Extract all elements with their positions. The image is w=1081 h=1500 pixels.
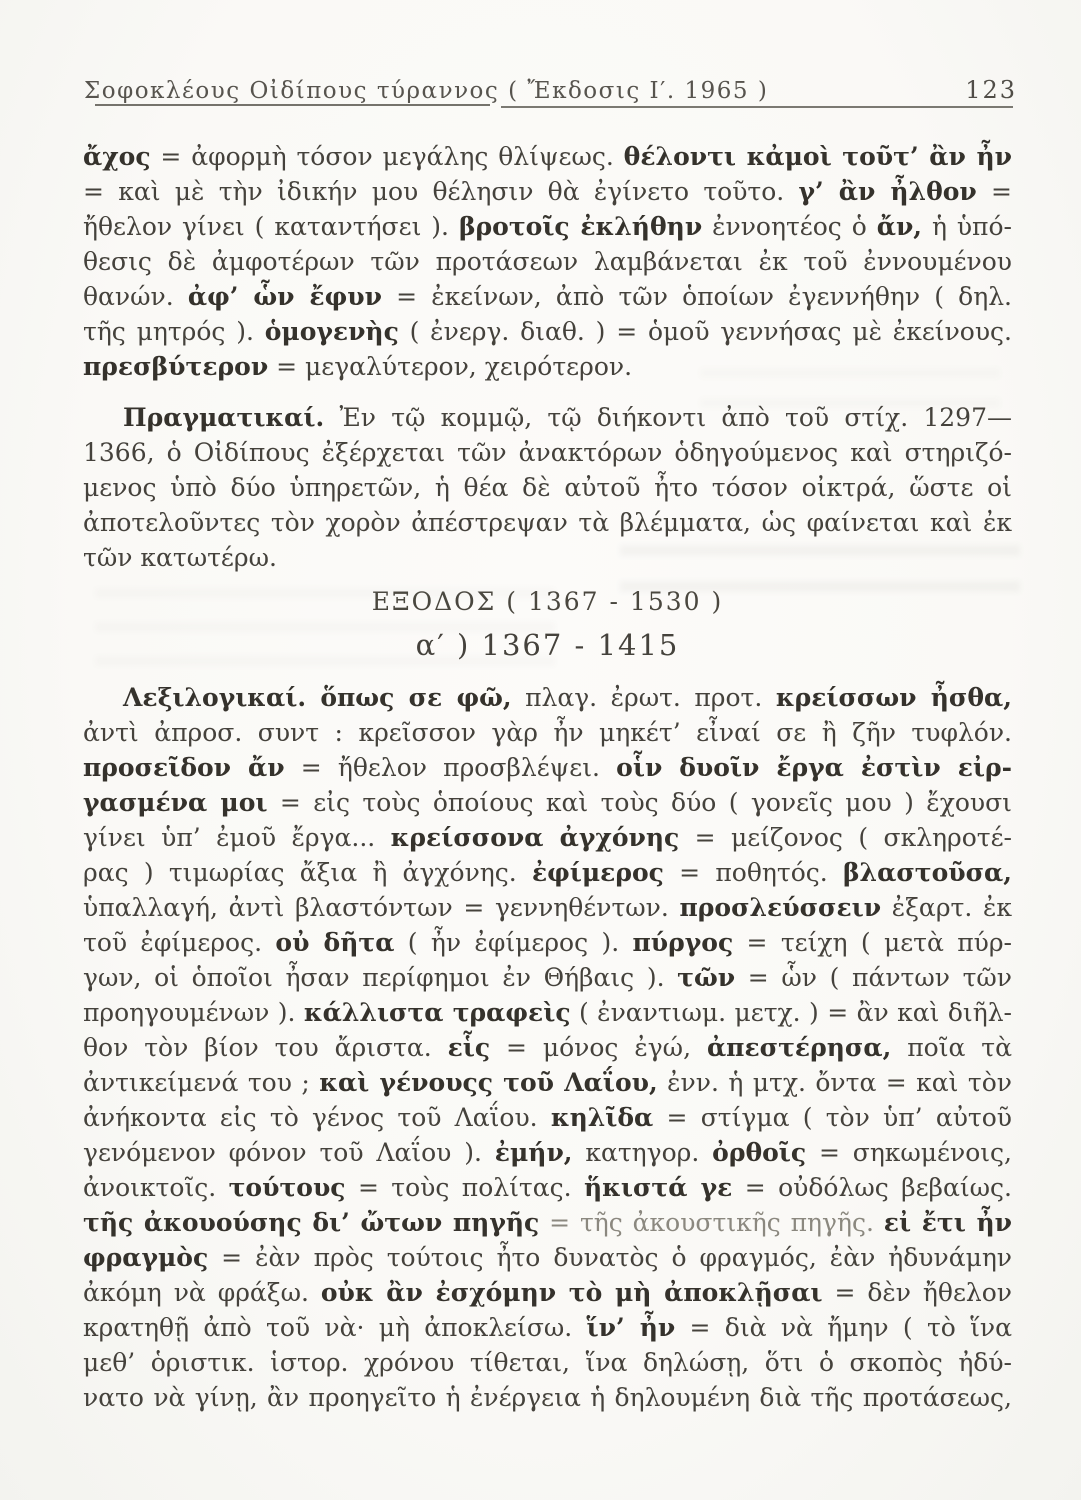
text-line xyxy=(83,1030,1012,1065)
gloss-text: = μόνος ἐγώ, xyxy=(490,1033,707,1062)
text-line xyxy=(83,435,1012,470)
gloss-text: = μείζονος ( σκληροτέ- xyxy=(679,823,1012,852)
lemma-bold-text: Πραγματικαί. xyxy=(123,403,325,432)
text-line xyxy=(83,1310,1012,1345)
gloss-text: = xyxy=(976,177,1012,206)
running-title: Σοφοκλέους Οἰδίπους τύραννος ( Ἔκδοσις Ι′. 1965 ) xyxy=(84,78,769,104)
page-number: 123 xyxy=(965,76,1017,104)
gloss-text: = στίγμα ( τὸν ὑπ’ αὐτοῦ xyxy=(653,1103,1012,1132)
lemma-bold-text: ἵν’ ἦν xyxy=(586,1313,676,1342)
gloss-text: ἐξαρτ. ἐκ xyxy=(881,893,1012,922)
gloss-text: ἡ ὑπό- xyxy=(922,212,1012,241)
gloss-text: μενος ὑπὸ δύο ὑπηρετῶν, ἡ θέα δὲ αὐτοῦ ἦτο τόσον οἰκτρά, ὥστε οἱ xyxy=(83,473,1012,502)
gloss-text: ἐνν. ἡ μτχ. ὄντα = καὶ τὸν xyxy=(657,1068,1012,1097)
text-line xyxy=(83,1345,1012,1380)
lemma-bold-text: οὐκ ἂν ἐσχόμην τὸ μὴ ἀποκλῇσαι xyxy=(320,1278,823,1307)
text-line xyxy=(83,1240,1012,1275)
text-line xyxy=(83,349,1012,384)
text-line xyxy=(83,1065,1012,1100)
gloss-text: ἀντὶ ἀπροσ. συντ : κρεῖσσον γὰρ ἦν μηκέτ’ εἶναί σε ἢ ζῆν τυφλόν. xyxy=(83,718,1012,747)
lemma-bold-text: ἀφ’ ὧν ἔφυν xyxy=(187,282,382,311)
gloss-text: ( ἐναντιωμ. μετχ. ) = ἂν καὶ διῆλ- xyxy=(570,998,1013,1027)
text-line xyxy=(83,314,1012,349)
text-line xyxy=(83,995,1012,1030)
lemma-bold-text: βλαστοῦσα, xyxy=(842,858,1012,887)
gloss-text: γων, οἱ ὁποῖοι ἦσαν περίφημοι ἐν Θήβαις ). xyxy=(83,963,678,992)
gloss-text: = σηκωμένοις, xyxy=(806,1138,1013,1167)
lemma-bold-text: τῆς ἀκουούσης δι’ ὤτων πηγῆς xyxy=(83,1208,540,1237)
text-line xyxy=(83,540,1012,575)
gloss-text: = ἐκείνων, ἀπὸ τῶν ὁποίων ἐγεννήθην ( δηλ. xyxy=(381,282,1012,311)
paragraph xyxy=(83,400,1012,575)
lemma-bold-text: τῶν xyxy=(677,963,736,992)
gloss-text: = διὰ νὰ ἤμην ( τὸ ἵνα xyxy=(675,1313,1013,1342)
gloss-text: = τῆς ἀκουστικῆς πηγῆς. xyxy=(539,1208,884,1237)
gloss-text: = τείχη ( μετὰ πύρ- xyxy=(733,928,1013,957)
lemma-bold-text: εἰ ἔτι ἦν xyxy=(883,1208,1012,1237)
gloss-text: κρατηθῇ ἀπὸ τοῦ νὰ· μὴ ἀποκλείσω. xyxy=(83,1313,587,1342)
gloss-text: ἀντικείμενά του ; xyxy=(83,1068,320,1097)
gloss-text: ἀποτελοῦντες τὸν χορὸν ἀπέστρεψαν τὰ βλέμματα, ὡς φαίνεται καὶ ἐκ xyxy=(83,508,1012,537)
gloss-text: πλαγ. ἐρωτ. προτ. xyxy=(511,683,776,712)
lemma-bold-text: ἄχος xyxy=(83,142,151,171)
gloss-text: ρας ) τιμωρίας ἄξια ἢ ἀγχόνης. xyxy=(83,858,532,887)
gloss-text: κατηγορ. xyxy=(572,1138,713,1167)
gloss-text: = δὲν ἤθελον xyxy=(822,1278,1012,1307)
gloss-text: = μεγαλύτερον, χειρότερον. xyxy=(268,352,633,381)
lemma-bold-text: κηλῖδα xyxy=(550,1103,654,1132)
lemma-bold-text: ἀπεστέρησα, xyxy=(706,1033,892,1062)
gloss-text: μεθ’ ὁριστικ. ἱστορ. χρόνου τίθεται, ἵνα δηλώσῃ, ὅτι ὁ σκοπὸς ἠδύ- xyxy=(83,1348,1012,1377)
text-line xyxy=(83,174,1012,209)
gloss-text: = ἤθελον προσβλέψει. xyxy=(284,753,617,782)
text-line xyxy=(83,139,1012,174)
exodos-heading: ΕΞΟΔΟΣ ( 1367 - 1530 ) xyxy=(371,587,724,616)
gloss-text: τοῦ ἐφίμερος. xyxy=(83,928,276,957)
lemma-bold-text: θέλοντι κἀμοὶ τοῦτ’ ἂν ἦν xyxy=(623,142,1012,171)
gloss-text: ποῖα τὰ xyxy=(891,1033,1012,1062)
gloss-text: = καὶ μὲ τὴν ἰδικήν μου θέλησιν θὰ ἐγίνετο τοῦτο. xyxy=(83,177,799,206)
commentary-section-lexical xyxy=(83,680,1012,1415)
lemma-bold-text: Λεξιλογικαί. xyxy=(123,683,321,712)
text-line xyxy=(83,279,1012,314)
gloss-text: θον τὸν βίον του ἄριστα. xyxy=(83,1033,448,1062)
gloss-text: ἀκόμη νὰ φράξω. xyxy=(83,1278,321,1307)
lemma-bold-text: ἐμήν, xyxy=(494,1138,573,1167)
lemma-bold-text: εἷς xyxy=(447,1033,491,1062)
lemma-bold-text: ὁμογενὴς xyxy=(264,317,399,346)
lemma-bold-text: ὅπως σε φῶ, xyxy=(320,683,512,712)
gloss-text: Ἐν τῷ κομμῷ, τῷ διήκοντι ἀπὸ τοῦ στίχ. 1297— xyxy=(324,403,1012,432)
text-line xyxy=(83,1100,1012,1135)
lemma-bold-text: τούτους xyxy=(228,1173,346,1202)
text-line xyxy=(83,820,1012,855)
gloss-text: ὑπαλλαγή, ἀντὶ βλαστόντων = γεννηθέντων. xyxy=(83,893,680,922)
text-line xyxy=(83,750,1012,785)
gloss-text: = ὧν ( πάντων τῶν xyxy=(735,963,1012,992)
gloss-text: γίνει ὑπ’ ἐμοῦ ἔργα... xyxy=(83,823,391,852)
text-line xyxy=(83,890,1012,925)
gloss-text: = ποθητός. xyxy=(663,858,843,887)
gloss-text: προηγουμένων ). xyxy=(83,998,304,1027)
subsection-heading: α′ ) 1367 - 1415 xyxy=(415,628,680,662)
lemma-bold-text: βροτοῖς ἐκλήθην xyxy=(458,212,703,241)
lemma-bold-text: οὐ δῆτα xyxy=(275,928,395,957)
gloss-text: = ἐὰν πρὸς τούτοις ἦτο δυνατὸς ὁ φραγμός, ἐὰν ἠδυνάμην xyxy=(208,1243,1012,1272)
text-line xyxy=(83,244,1012,279)
header-rule-right-segment xyxy=(501,106,1013,108)
lemma-bold-text: κρείσσονα ἀγχόνης xyxy=(390,823,680,852)
commentary-section-grammar xyxy=(83,139,1012,575)
gloss-text: ( ἐνεργ. διαθ. ) = ὁμοῦ γεννήσας μὲ ἐκείνους. xyxy=(398,317,1012,346)
text-line xyxy=(83,715,1012,750)
lemma-bold-text: ἐφίμερος xyxy=(531,858,664,887)
lemma-bold-text: προσλεύσσειν xyxy=(679,893,882,922)
gloss-text: ἤθελον γίνει ( καταντήσει ). xyxy=(83,212,459,241)
lemma-bold-text: κρείσσων ἦσθα, xyxy=(775,683,1012,712)
text-line xyxy=(83,680,1012,715)
lemma-bold-text: προσεῖδον ἄν xyxy=(83,753,285,782)
text-line xyxy=(83,470,1012,505)
text-line xyxy=(83,1170,1012,1205)
gloss-text: = ἀφορμὴ τόσον μεγάλης θλίψεως. xyxy=(150,142,624,171)
gloss-text: 1366, ὁ Οἰδίπους ἐξέρχεται τῶν ἀνακτόρων ὁδηγούμενος καὶ στηριζό- xyxy=(83,438,1012,467)
text-line xyxy=(83,1275,1012,1310)
text-line xyxy=(83,1380,1012,1415)
paragraph xyxy=(83,139,1012,384)
text-line xyxy=(83,1135,1012,1170)
paragraph xyxy=(83,680,1012,1415)
lemma-bold-text: ἥκιστά γε xyxy=(583,1173,733,1202)
lemma-bold-text: πύργος xyxy=(632,928,734,957)
gloss-text: νατο νὰ γίνῃ, ἂν προηγεῖτο ἡ ἐνέργεια ἡ δηλουμένη διὰ τῆς προτάσεως, xyxy=(83,1383,1012,1412)
page-header xyxy=(84,76,1017,104)
lemma-bold-text: ἄν, xyxy=(876,212,923,241)
header-rule-left-segment xyxy=(95,104,490,106)
lemma-bold-text: γασμένα μοι xyxy=(83,788,268,817)
gloss-text: ἀνήκοντα εἰς τὸ γένος τοῦ Λαΐου. xyxy=(83,1103,551,1132)
gloss-text: = εἰς τοὺς ὁποίους καὶ τοὺς δύο ( γονεῖς μου ) ἔχουσι xyxy=(267,788,1012,817)
gloss-text: = οὐδόλως βεβαίως. xyxy=(732,1173,1012,1202)
lemma-bold-text: φραγμὸς xyxy=(83,1243,209,1272)
text-line xyxy=(83,1205,1012,1240)
text-line xyxy=(83,209,1012,244)
lemma-bold-text: γ’ ἂν ἦλθον xyxy=(798,177,977,206)
gloss-text: θανών. xyxy=(83,282,188,311)
lemma-bold-text: πρεσβύτερον xyxy=(83,352,269,381)
gloss-text: ἀνοικτοῖς. xyxy=(83,1173,229,1202)
gloss-text: τῆς μητρός ). xyxy=(83,317,265,346)
text-line xyxy=(83,855,1012,890)
text-line xyxy=(83,960,1012,995)
text-line xyxy=(83,925,1012,960)
lemma-bold-text: οἷν δυοῖν ἔργα ἐστὶν εἰρ- xyxy=(616,753,1012,782)
page-body xyxy=(83,139,1012,1415)
lemma-bold-text: ὀρθοῖς xyxy=(712,1138,807,1167)
header-rule xyxy=(95,103,1013,109)
text-line xyxy=(83,785,1012,820)
lemma-bold-text: καὶ γένουςς τοῦ Λαΐου, xyxy=(319,1068,658,1097)
gloss-text: γενόμενον φόνον τοῦ Λαΐου ). xyxy=(83,1138,495,1167)
gloss-text: τῶν κατωτέρω. xyxy=(83,543,277,572)
text-line xyxy=(83,400,1012,435)
gloss-text: ἐννοητέος ὁ xyxy=(702,212,877,241)
lemma-bold-text: κάλλιστα τραφεὶς xyxy=(303,998,571,1027)
gloss-text: ( ἦν ἐφίμερος ). xyxy=(394,928,633,957)
gloss-text: = τοὺς πολίτας. xyxy=(345,1173,584,1202)
text-line xyxy=(83,505,1012,540)
gloss-text: θεσις δὲ ἀμφοτέρων τῶν προτάσεων λαμβάνεται ἐκ τοῦ ἐννουμένου xyxy=(83,247,1012,276)
